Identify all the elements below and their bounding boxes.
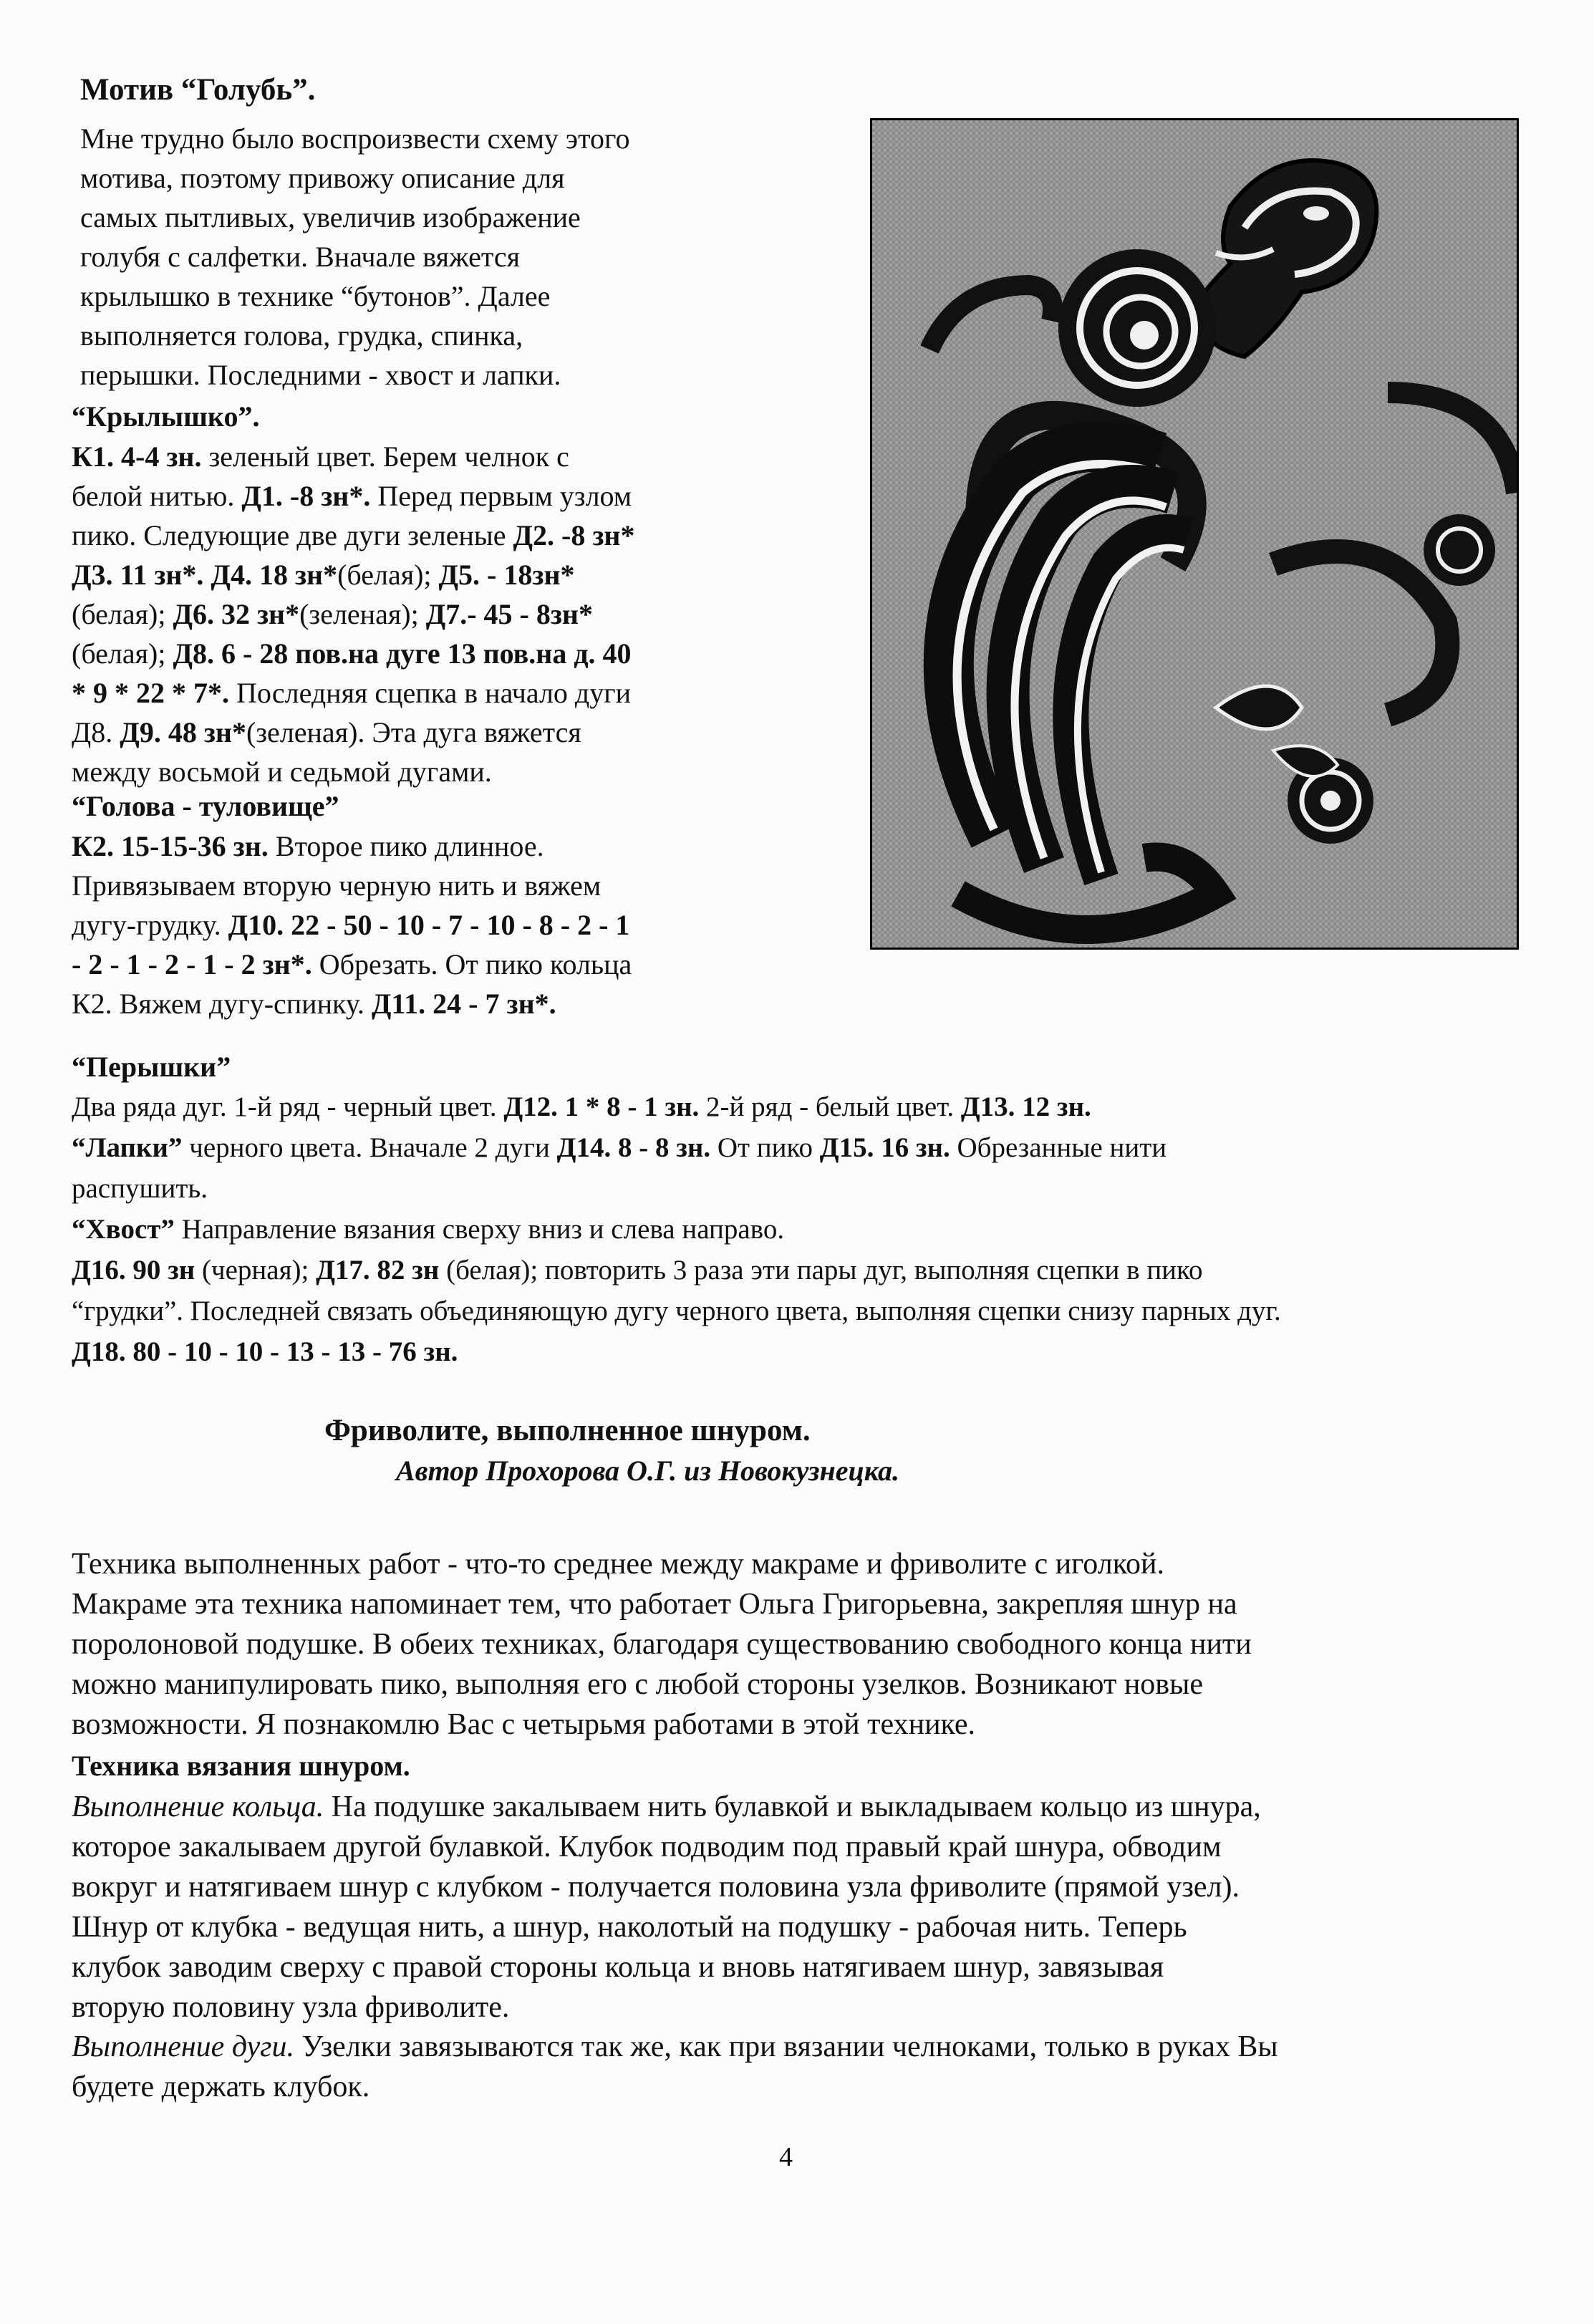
text-segment: Д8. 6 - 28 пов.на дуге 13 пов.на д. 40 — [173, 637, 632, 670]
text-segment: Д9. 48 зн* — [120, 716, 246, 748]
text-line — [72, 1788, 1261, 1826]
text-line — [72, 675, 631, 712]
text-segment: Узелки завязываются так же, как при вязании челноками, только в руках Вы — [294, 2030, 1278, 2063]
text-line — [72, 828, 544, 865]
text-segment: Д5. - 18зн* — [438, 559, 575, 591]
text-line — [72, 946, 632, 983]
text-line — [72, 1170, 208, 1207]
text-segment: Выполнение дуги. — [72, 2030, 295, 2063]
text-segment: Обрезанные нити — [950, 1132, 1167, 1163]
section-title-dove: Мотив “Голубь”. — [80, 73, 316, 107]
text-segment: Д17. 82 зн — [316, 1255, 440, 1286]
text-segment: Д7.- 45 - 8зн* — [425, 598, 593, 630]
section-title-cord-tatting: Фриволите, выполненное шнуром. — [324, 1414, 811, 1447]
text-segment: Выполнение кольца. — [72, 1790, 324, 1823]
feathers-heading: “Перышки” — [72, 1051, 231, 1083]
text-segment: Шнур от клубка - ведущая нить, а шнур, наколотый на подушку - рабочая нить. Теперь — [72, 1911, 1187, 1944]
text-line — [72, 2028, 1278, 2065]
text-segment: * 9 * 22 * 7*. — [72, 677, 229, 709]
text-line — [72, 596, 593, 633]
wing-heading: “Крылышко”. — [72, 400, 260, 433]
text-segment: (белая); — [337, 559, 439, 591]
text-segment: Д10. 22 - 50 - 10 - 7 - 10 - 8 - 2 - 1 — [228, 909, 630, 941]
text-line — [72, 1949, 1164, 1986]
text-segment: К2. 15-15-36 зн. — [72, 830, 269, 862]
text-line: мотива, поэтому привожу описание для — [80, 162, 565, 194]
text-segment: Д14. 8 - 8 зн. — [556, 1132, 711, 1163]
text-segment: Д13. 12 зн. — [960, 1091, 1091, 1122]
text-segment: К2. Вяжем дугу-спинку. — [72, 988, 372, 1020]
text-line: можно манипулировать пико, выполняя его с любой стороны узелков. Возникают новые — [72, 1668, 1203, 1701]
text-segment: Перед первым узлом — [370, 480, 632, 512]
text-segment: будете держать клубок. — [72, 2070, 370, 2103]
head-heading: “Голова - туловище” — [72, 790, 339, 822]
text-segment: “грудки”. Последней связать объединяющую дугу черного цвета, выполняя сцепки снизу парных дуг. — [72, 1296, 1281, 1326]
text-segment: Д3. 11 зн*. Д4. 18 зн* — [72, 559, 338, 591]
text-segment: “Хвост” — [72, 1214, 175, 1245]
text-segment: Второе пико длинное. — [268, 830, 544, 862]
text-segment: распушить. — [72, 1173, 208, 1204]
dove-motif-photo — [870, 118, 1519, 950]
technique-heading: Техника вязания шнуром. — [72, 1750, 410, 1782]
text-line: Макраме эта техника напоминает тем, что работает Ольга Григорьевна, закрепляя шнур на — [72, 1588, 1237, 1621]
text-line — [72, 556, 575, 594]
text-line — [72, 1828, 1222, 1866]
text-segment: 2-й ряд - белый цвет. — [699, 1091, 961, 1122]
text-segment: вокруг и натягиваем шнур с клубком - получается половина узла фриволите (прямой узел). — [72, 1871, 1240, 1904]
text-segment: “Лапки” — [72, 1132, 183, 1163]
text-line — [72, 517, 634, 554]
text-line — [72, 714, 581, 751]
text-segment: черного цвета. Вначале 2 дуги — [182, 1132, 557, 1163]
text-line — [72, 753, 492, 791]
text-segment: От пико — [710, 1132, 820, 1163]
text-line — [72, 478, 632, 515]
text-segment: Обрезать. От пико кольца — [311, 948, 632, 980]
text-segment: (белая); повторить 3 раза эти пары дуг, выполняя сцепки в пико — [439, 1255, 1203, 1286]
text-line — [72, 1869, 1240, 1906]
text-line — [72, 438, 569, 476]
text-segment: Последняя сцепка в начало дуги — [229, 677, 632, 709]
text-segment: пико. Следующие две дуги зеленые — [72, 519, 513, 551]
text-segment: Направление вязания сверху вниз и слева направо. — [174, 1214, 785, 1245]
text-line — [72, 1211, 784, 1248]
text-line — [72, 1089, 1091, 1126]
text-segment: вторую половину узла фриволите. — [72, 1991, 510, 2024]
author-line: Автор Прохорова О.Г. из Новокузнецка. — [396, 1455, 899, 1487]
text-segment: клубок заводим сверху с правой стороны кольца и вновь натягиваем шнур, завязывая — [72, 1951, 1164, 1984]
text-segment: Д1. -8 зн*. — [241, 480, 371, 512]
text-segment: белой нитью. — [72, 480, 242, 512]
text-line: выполняется голова, грудка, спинка, — [80, 319, 523, 352]
text-line — [72, 907, 629, 944]
text-line — [72, 635, 632, 672]
text-line — [72, 2068, 369, 2106]
text-segment: Д8. — [72, 716, 120, 748]
text-segment: Д16. 90 зн — [72, 1255, 195, 1286]
text-line — [72, 1293, 1281, 1330]
text-line — [72, 867, 601, 905]
text-line — [72, 1334, 458, 1371]
page-number: 4 — [779, 2142, 793, 2172]
text-segment: - 2 - 1 - 2 - 1 - 2 зн*. — [72, 948, 312, 980]
text-segment: Д11. 24 - 7 зн*. — [371, 988, 556, 1020]
text-segment: (черная); — [195, 1255, 317, 1286]
text-segment: Привязываем вторую черную нить и вяжем — [72, 869, 602, 902]
text-segment: (белая); — [72, 598, 173, 630]
text-segment: К1. 4-4 зн. — [72, 440, 202, 473]
text-line: голубя с салфетки. Вначале вяжется — [80, 241, 521, 273]
text-segment: Два ряда дуг. 1-й ряд - черный цвет. — [72, 1091, 504, 1122]
text-segment: (белая); — [72, 637, 173, 670]
text-line: Техника выполненных работ - что-то среднее между макраме и фриволите с иголкой. — [72, 1548, 1164, 1581]
text-segment: Д18. 80 - 10 - 10 - 13 - 13 - 76 зн. — [72, 1336, 458, 1367]
text-line: самых пытливых, увеличив изображение — [80, 201, 581, 233]
text-segment: Д12. 1 * 8 - 1 зн. — [503, 1091, 700, 1122]
text-line — [72, 985, 556, 1023]
text-segment: На подушке закалываем нить булавкой и выкладываем кольцо из шнура, — [324, 1790, 1261, 1823]
text-line: поролоновой подушке. В обеих техниках, благодаря существованию свободного конца нити — [72, 1628, 1252, 1661]
text-segment: Д6. 32 зн* — [173, 598, 300, 630]
text-line: возможности. Я познакомлю Вас с четырьмя работами в этой технике. — [72, 1708, 976, 1741]
text-segment: Д2. -8 зн* — [513, 519, 635, 551]
text-line — [72, 1989, 509, 2026]
text-segment: которое закалываем другой булавкой. Клубок подводим под правый край шнура, обводим — [72, 1831, 1222, 1863]
text-segment: Д15. 16 зн. — [819, 1132, 950, 1163]
text-segment: дугу-грудку. — [72, 909, 228, 941]
text-segment: зеленый цвет. Берем челнок с — [201, 440, 569, 473]
text-line — [72, 1909, 1187, 1946]
text-line — [72, 1252, 1203, 1289]
text-segment: (зеленая). Эта дуга вяжется — [246, 716, 581, 748]
text-line: Мне трудно было воспроизвести схему этого — [80, 122, 630, 155]
text-line: крылышко в технике “бутонов”. Далее — [80, 280, 551, 312]
text-segment: (зеленая); — [299, 598, 426, 630]
text-line: перышки. Последними - хвост и лапки. — [80, 359, 561, 391]
text-segment: между восьмой и седьмой дугами. — [72, 756, 492, 788]
text-line — [72, 1129, 1166, 1167]
